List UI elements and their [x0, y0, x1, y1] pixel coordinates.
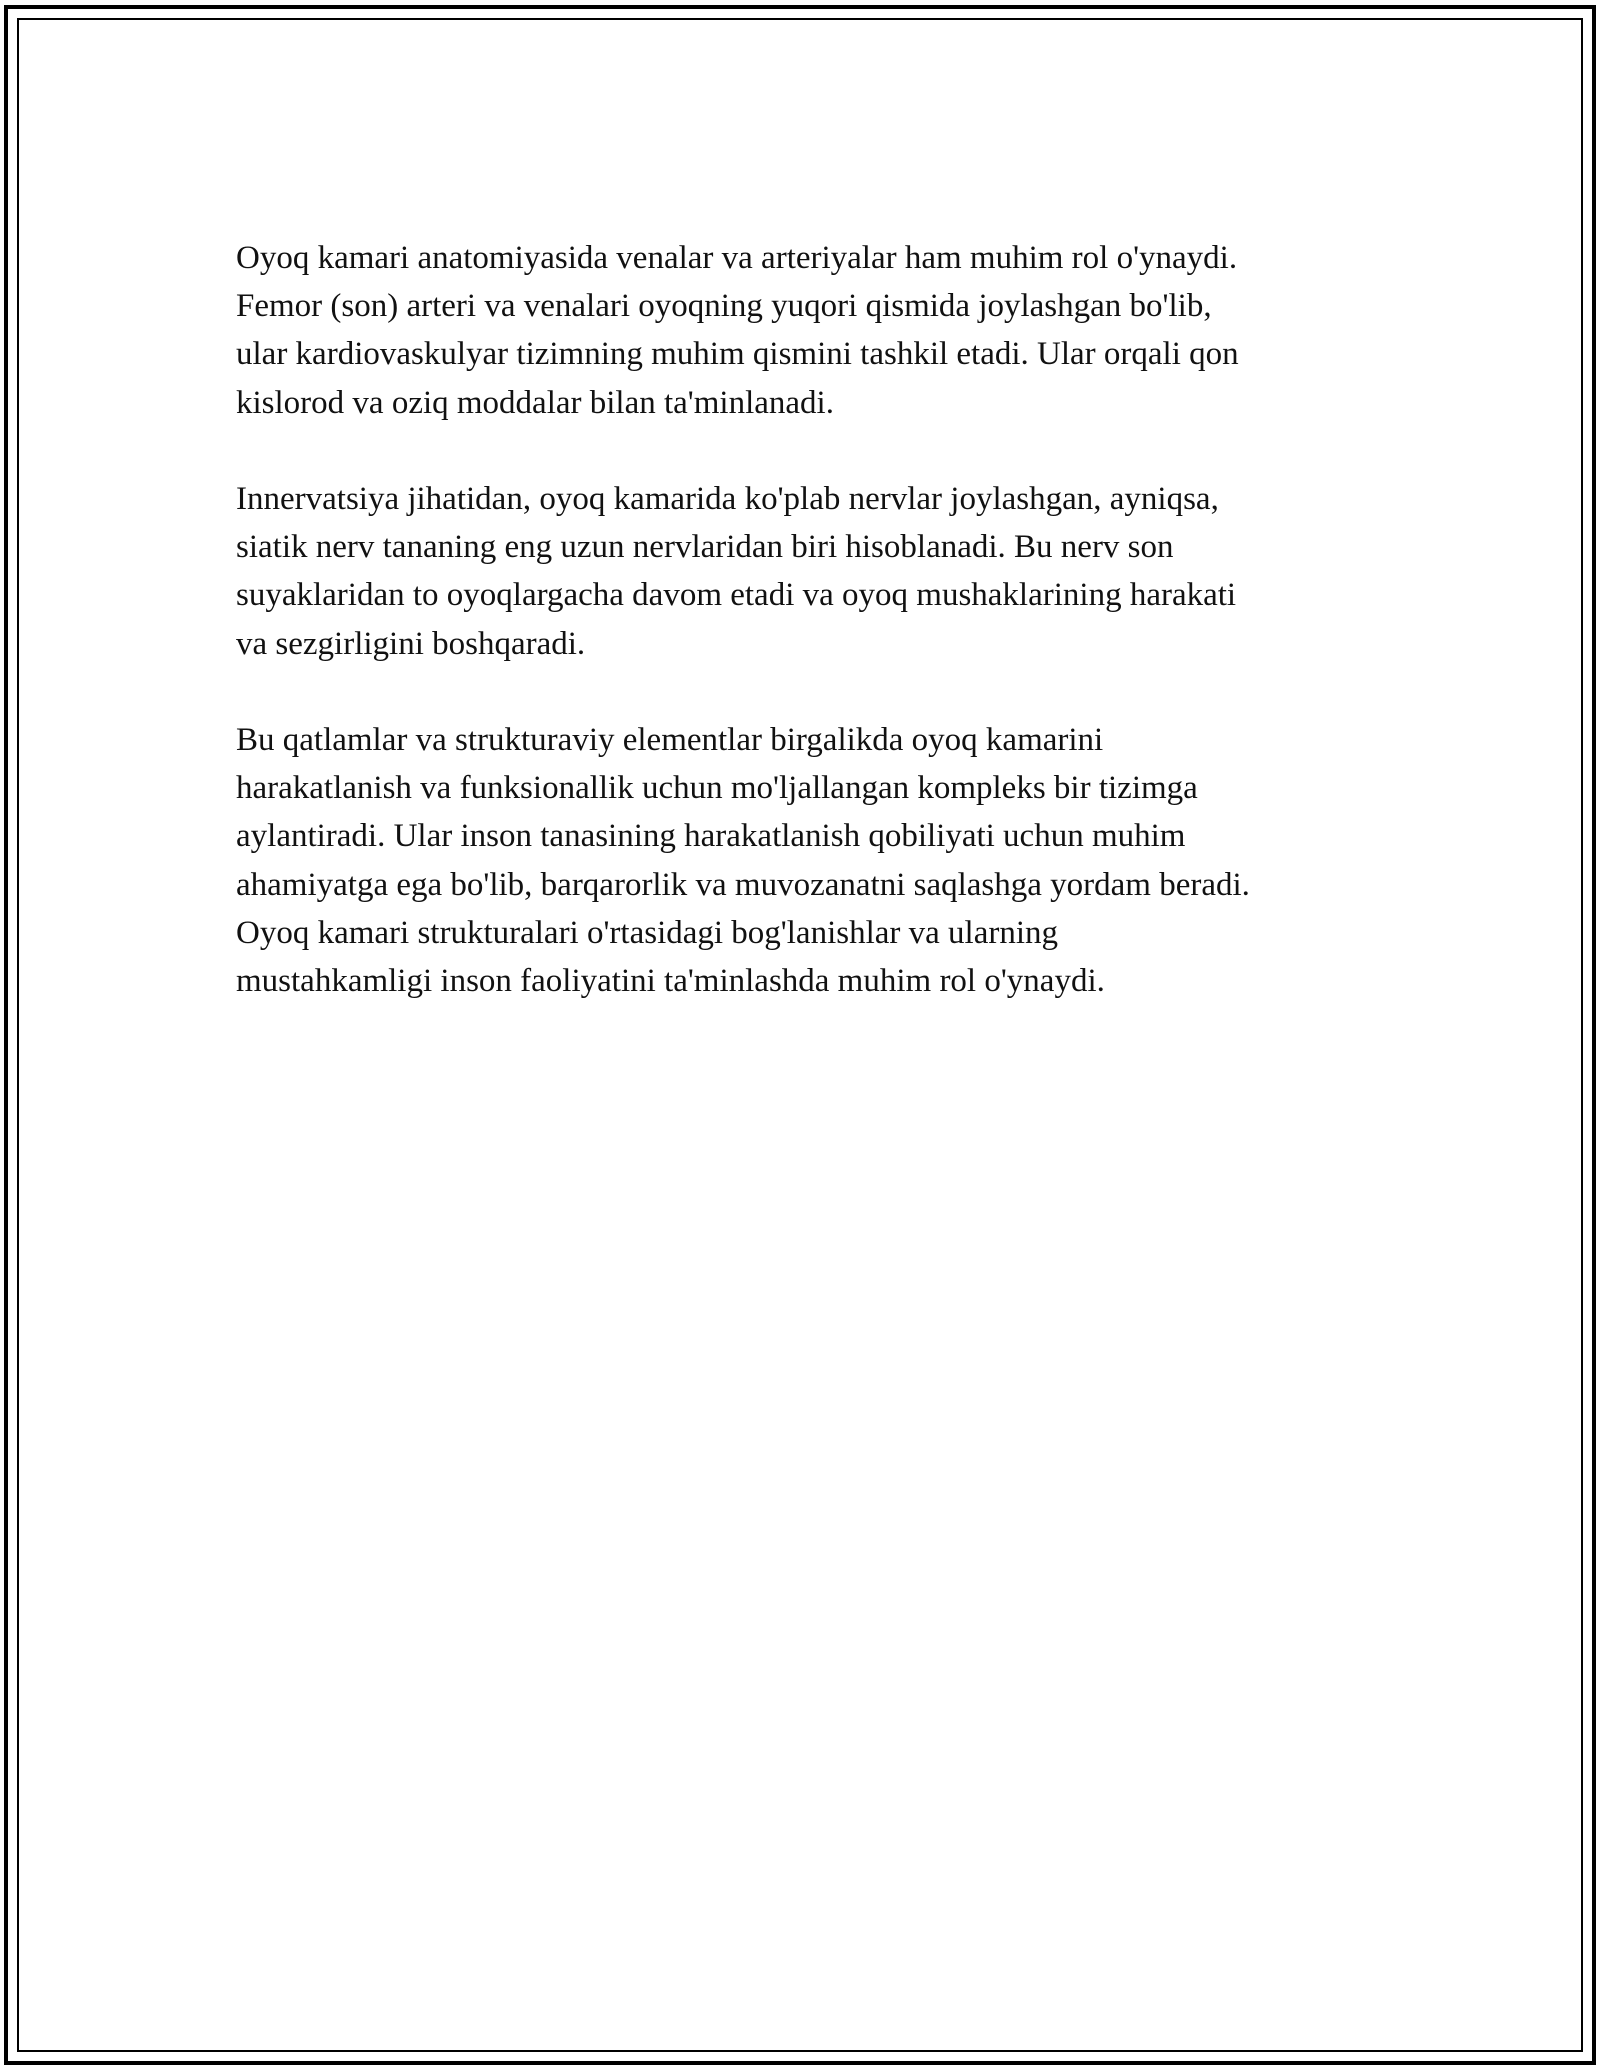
- paragraph-summary: [236, 716, 1376, 1005]
- text-line: siatik nerv tananing eng uzun nervlaridan biri hisoblanadi. Bu nerv son: [236, 529, 1174, 566]
- text-line: Oyoq kamari strukturalari o'rtasidagi bog'lanishlar va ularning: [236, 914, 1059, 951]
- text-line: kislorod va oziq moddalar bilan ta'minlanadi.: [236, 384, 834, 421]
- text-line: suyaklaridan to oyoqlargacha davom etadi va oyoq mushaklarining harakati: [236, 577, 1237, 614]
- text-line: ular kardiovaskulyar tizimning muhim qismini tashkil etadi. Ular orqali qon: [236, 336, 1239, 373]
- text-line: harakatlanish va funksionallik uchun mo'ljallangan kompleks bir tizimga: [236, 770, 1198, 807]
- text-line: Femor (son) arteri va venalari oyoqning yuqori qismida joylashgan bo'lib,: [236, 288, 1212, 325]
- text-line: va sezgirligini boshqaradi.: [236, 625, 586, 662]
- paragraph-vessels: [236, 234, 1376, 427]
- text-line: Oyoq kamari anatomiyasida venalar va arteriyalar ham muhim rol o'ynaydi.: [236, 240, 1238, 276]
- document-body: [236, 234, 1376, 1053]
- text-line: Innervatsiya jihatidan, oyoq kamarida ko'plab nervlar joylashgan, ayniqsa,: [236, 481, 1219, 517]
- text-line: ahamiyatga ega bo'lib, barqarorlik va muvozanatni saqlashga yordam beradi.: [236, 866, 1250, 903]
- text-line: aylantiradi. Ular inson tanasining harakatlanish qobiliyati uchun muhim: [236, 818, 1186, 855]
- paragraph-innervation: [236, 475, 1376, 668]
- text-line: mustahkamligi inson faoliyatini ta'minlashda muhim rol o'ynaydi.: [236, 963, 1105, 1000]
- text-line: Bu qatlamlar va strukturaviy elementlar birgalikda oyoq kamarini: [236, 722, 1104, 758]
